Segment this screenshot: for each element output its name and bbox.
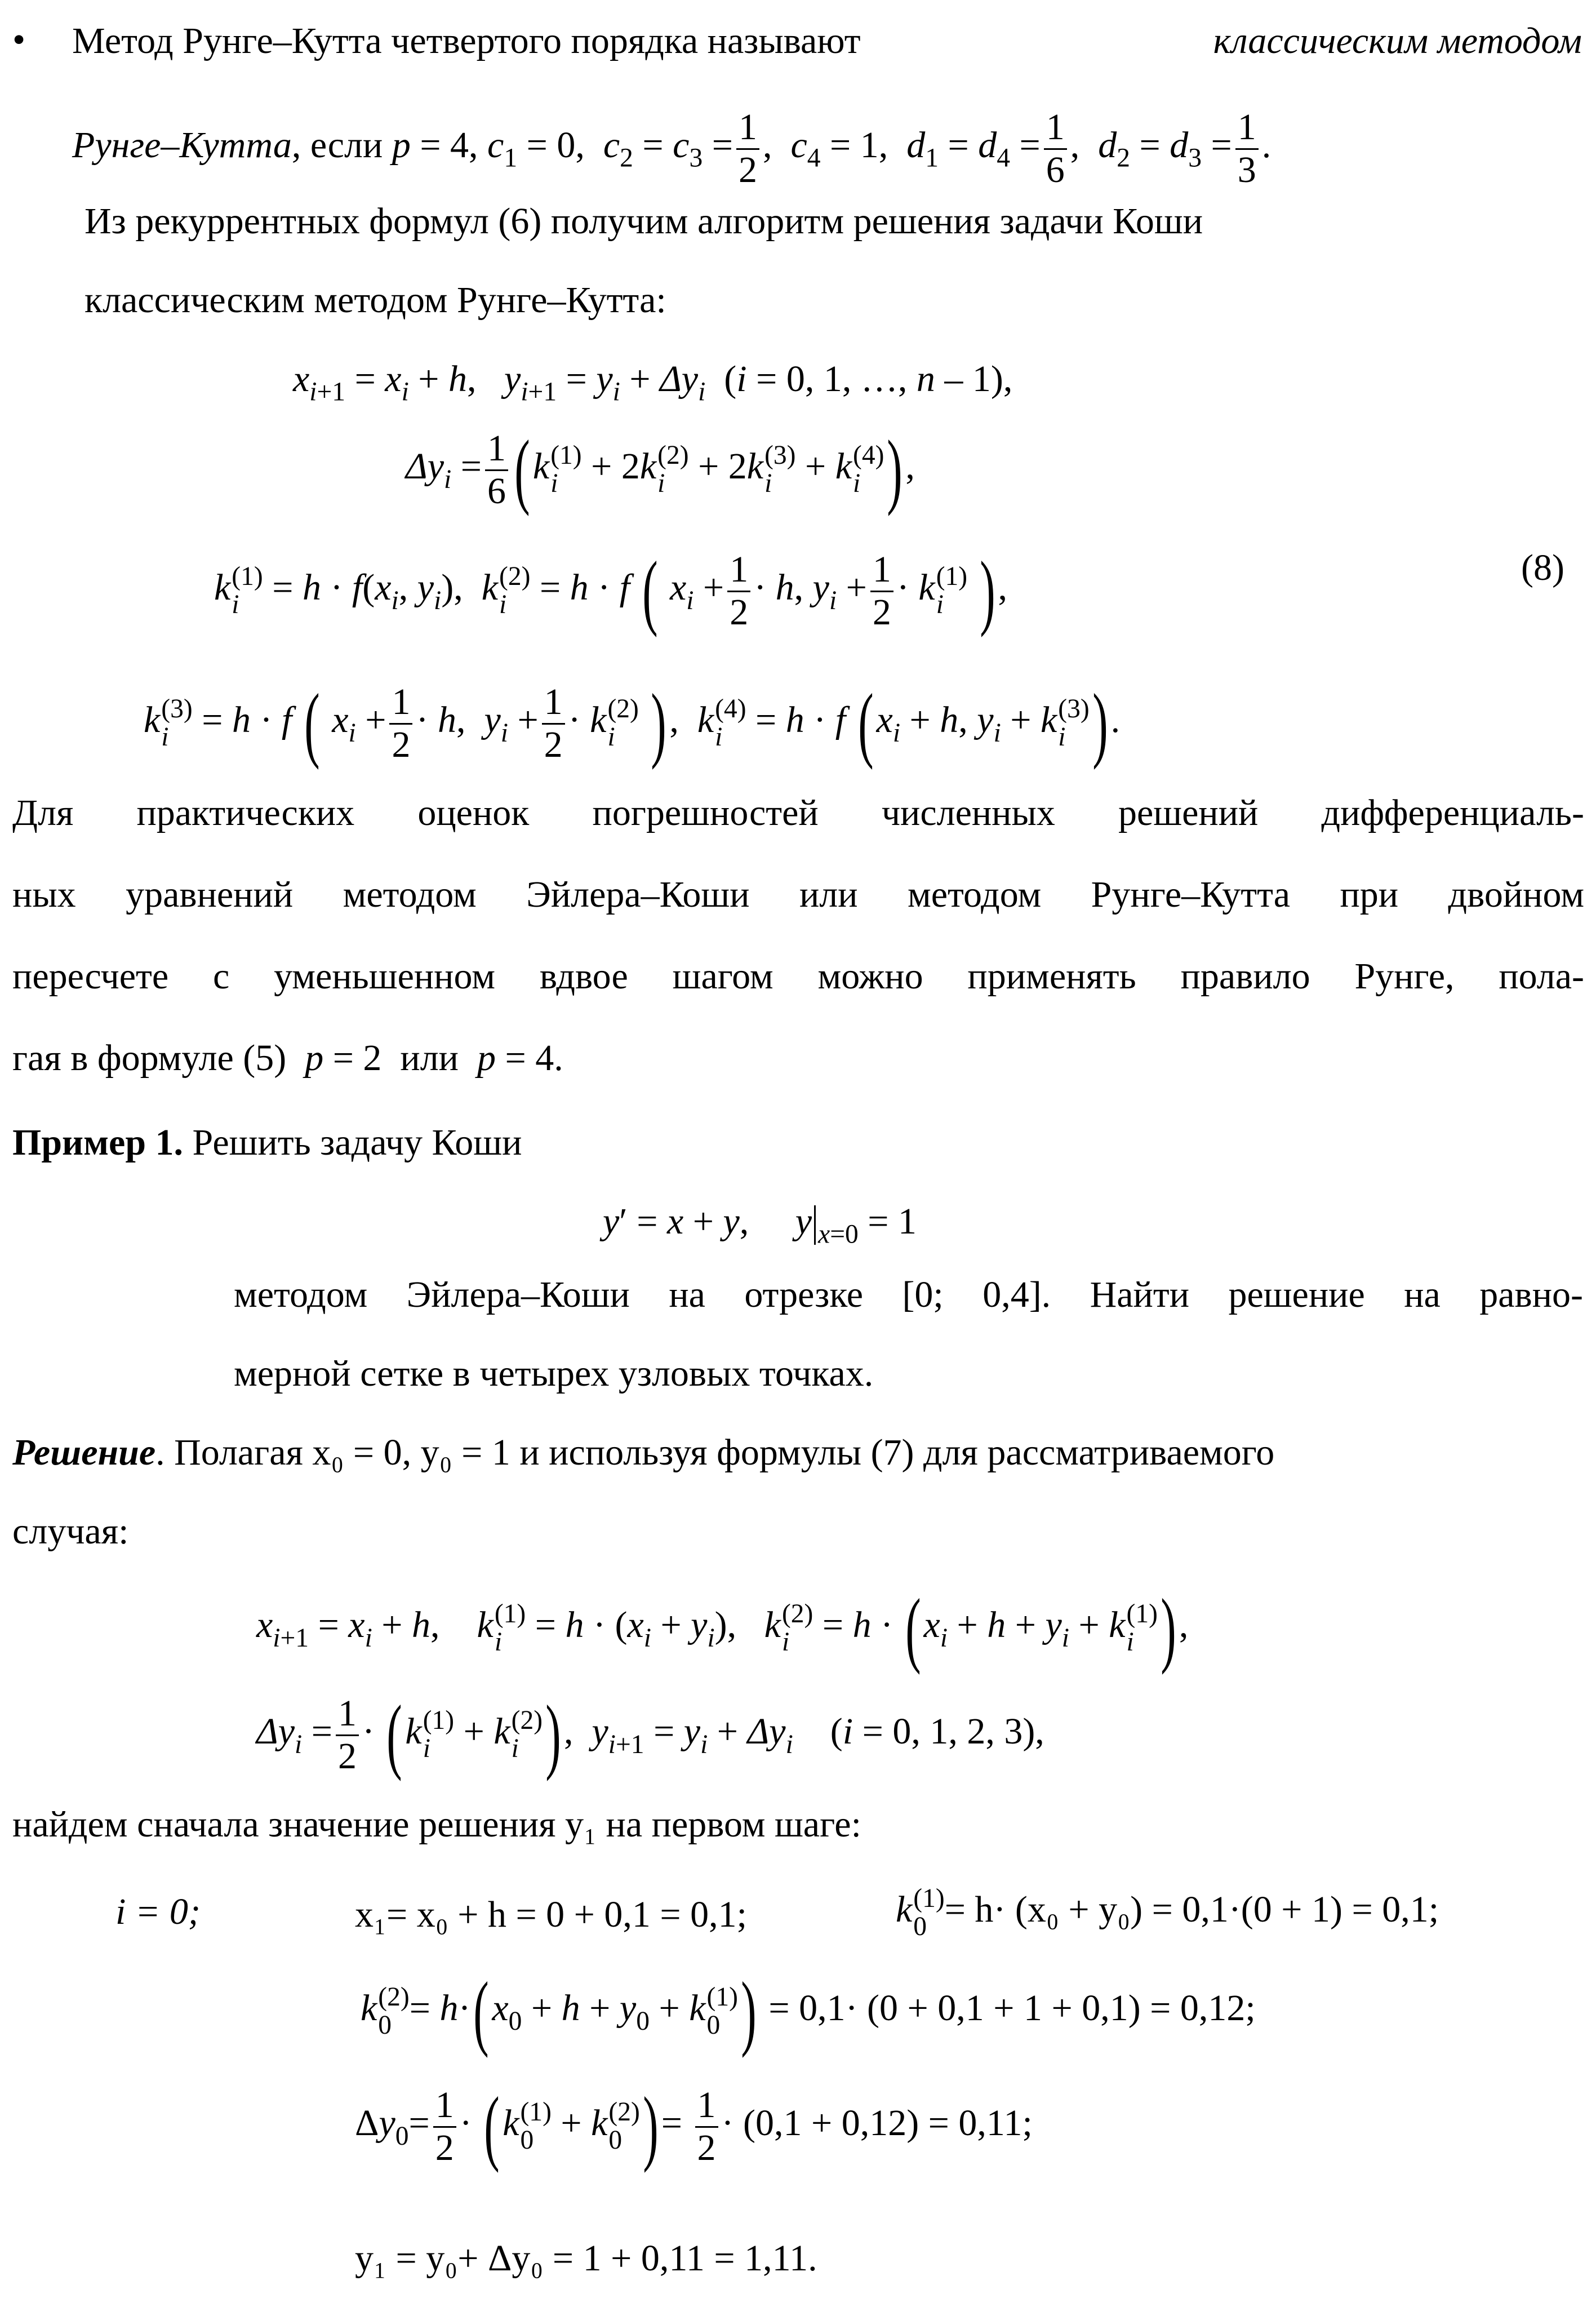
example-text: Решить задачу Коши xyxy=(192,1122,522,1163)
intro-line-2: классическим методом Рунге–Кутта: xyxy=(85,279,666,321)
bullet-line-1 xyxy=(72,20,1582,61)
bullet-symbol: • xyxy=(12,19,26,60)
step-dy0: $\Delta y_0=$ $\frac{1}{2}$ · (k (1) 0 + k (2) 0 )= $\frac{1}{2}$ · (0,1 + 0,12) = 0,11; xyxy=(355,2080,1033,2174)
example-heading xyxy=(12,1124,522,1161)
runge-para-line-3: пересчете с уменьшенном вдвое шагом можно применять правило Рунге, пола- xyxy=(12,956,1584,997)
runge-para-line-2: ных уравнений методом Эйлера–Коши или методом Рунге–Кутта при двойном xyxy=(12,874,1584,915)
bullet-line2-em: Рунге–Кутта xyxy=(72,125,292,166)
runge-para-line-4: гая в формуле (5) p = 2 или p = 4. xyxy=(12,1037,563,1079)
step-k01-text: = h· (x₀ + y₀) = 0,1·(0 + 1) = 0,1; xyxy=(944,1889,1439,1931)
example-equation: y′ = x + y, y $_{x=0}$ = 1 xyxy=(603,1201,917,1249)
example-cont-line-2: мерной сетке в четырех узловых точках. xyxy=(234,1353,874,1394)
step-i0-label: i = 0; xyxy=(115,1891,201,1932)
formula-8-line-1: $x_{i+1} = x_i + h$, $y_{i+1} = y_i + \Delta y_i$ (i = 0, 1, …, n – 1), xyxy=(293,358,1013,407)
step-k01: k (1) 0 = h· (x₀ + y₀) = 0,1·(0 + 1) = 0,1; xyxy=(896,1884,1439,1941)
step-dy0-text: · (0,1 + 0,12) = 0,11; xyxy=(721,2102,1033,2144)
runge-para-line-1: Для практических оценок погрешностей численных решений дифференциаль- xyxy=(12,792,1584,833)
bullet-line1-em: классическим методом xyxy=(1213,20,1582,61)
find-first-step-line: найдем сначала значение решения y₁ на первом шаге: xyxy=(12,1804,861,1845)
step-y1: y₁ = y₀+ Δy₀ = 1 + 0,11 = 1,11. xyxy=(355,2238,817,2279)
formula-8-line-3: k (1) i = $h \cdot f(x_i$, $y_i$), k (2) i = h · f ( $x_i$ + $\frac{1}{2}$ · h, $y_i$ + $\frac{1}{2}$ · k (1) i ), xyxy=(214,544,1008,638)
step-k02-text: = 0,1· (0 + 0,1 + 1 + 0,1) = 0,12; xyxy=(768,1987,1256,2029)
solution-line-1 xyxy=(12,1434,1584,1471)
formula-7-line-1: $x_{i+1} = x_i + h$, k (1) i = $h \cdot (x_i + y_i)$, k (2) i = $h \cdot (x_i + h + y_i + k$ (1) i ), xyxy=(256,1582,1189,1675)
example-label: Пример 1. xyxy=(12,1122,184,1163)
solution-line-2: случая: xyxy=(12,1511,129,1552)
intro-line1-text: Из рекуррентных формул (6) получим алгоритм решения задачи Коши xyxy=(85,201,1203,242)
step-x1: x₁= x₀ + h = 0 + 0,1 = 0,1; xyxy=(355,1894,747,1935)
formula-8-line-2: $\Delta y_i$ = $\frac{1}{6}$ (k (1) i + 2k (2) i + 2k (3) i + k (4) i ), xyxy=(406,423,915,517)
formula-7-line-2: $\Delta y_i$ = $\frac{1}{2}$ · (k (1) i + k (2) i ), $y_{i+1} = y_i + \Delta y_i$ (i = 0, 1, 2, 3), xyxy=(256,1688,1044,1782)
solution-label: Решение xyxy=(12,1432,156,1473)
example-cont-line-1: методом Эйлера–Коши на отрезке [0; 0,4]. Найти решение на равно- xyxy=(234,1274,1583,1315)
intro-line-1 xyxy=(85,203,1583,240)
bullet-line1-text: Метод Рунге–Кутта четвертого порядка называют xyxy=(72,20,861,61)
equation-number-8: (8) xyxy=(1521,547,1564,588)
formula-8-line-4: k (3) i = h · f ( $x_i$ + $\frac{1}{2}$ · h, $y_i$ + $\frac{1}{2}$ · k (2) i ), k (4) i = h · f ($x_i + h$, $y_i + k$ (3) i ). xyxy=(144,677,1121,771)
step-k02: k (2) 0 = $h\cdot(x_0 + h + y_0 + k$ (1) 0 ) = 0,1· (0 + 0,1 + 1 + 0,1) = 0,12; xyxy=(361,1965,1256,2058)
bullet-line-2: Рунге–Кутта, если p = 4, $c_1 = 0$, $c_2 = c_3$ = $\frac{1}{2}$ , $c_4 = 1$, $d_1 = d_4$ = $\frac{1}{6}$ , $d_2 = d_3$ = $\frac{1}{3}$ . xyxy=(72,107,1272,190)
solution-line1-text: . Полагая x₀ = 0, y₀ = 1 и используя формулы (7) для рассматриваемого xyxy=(155,1432,1275,1473)
